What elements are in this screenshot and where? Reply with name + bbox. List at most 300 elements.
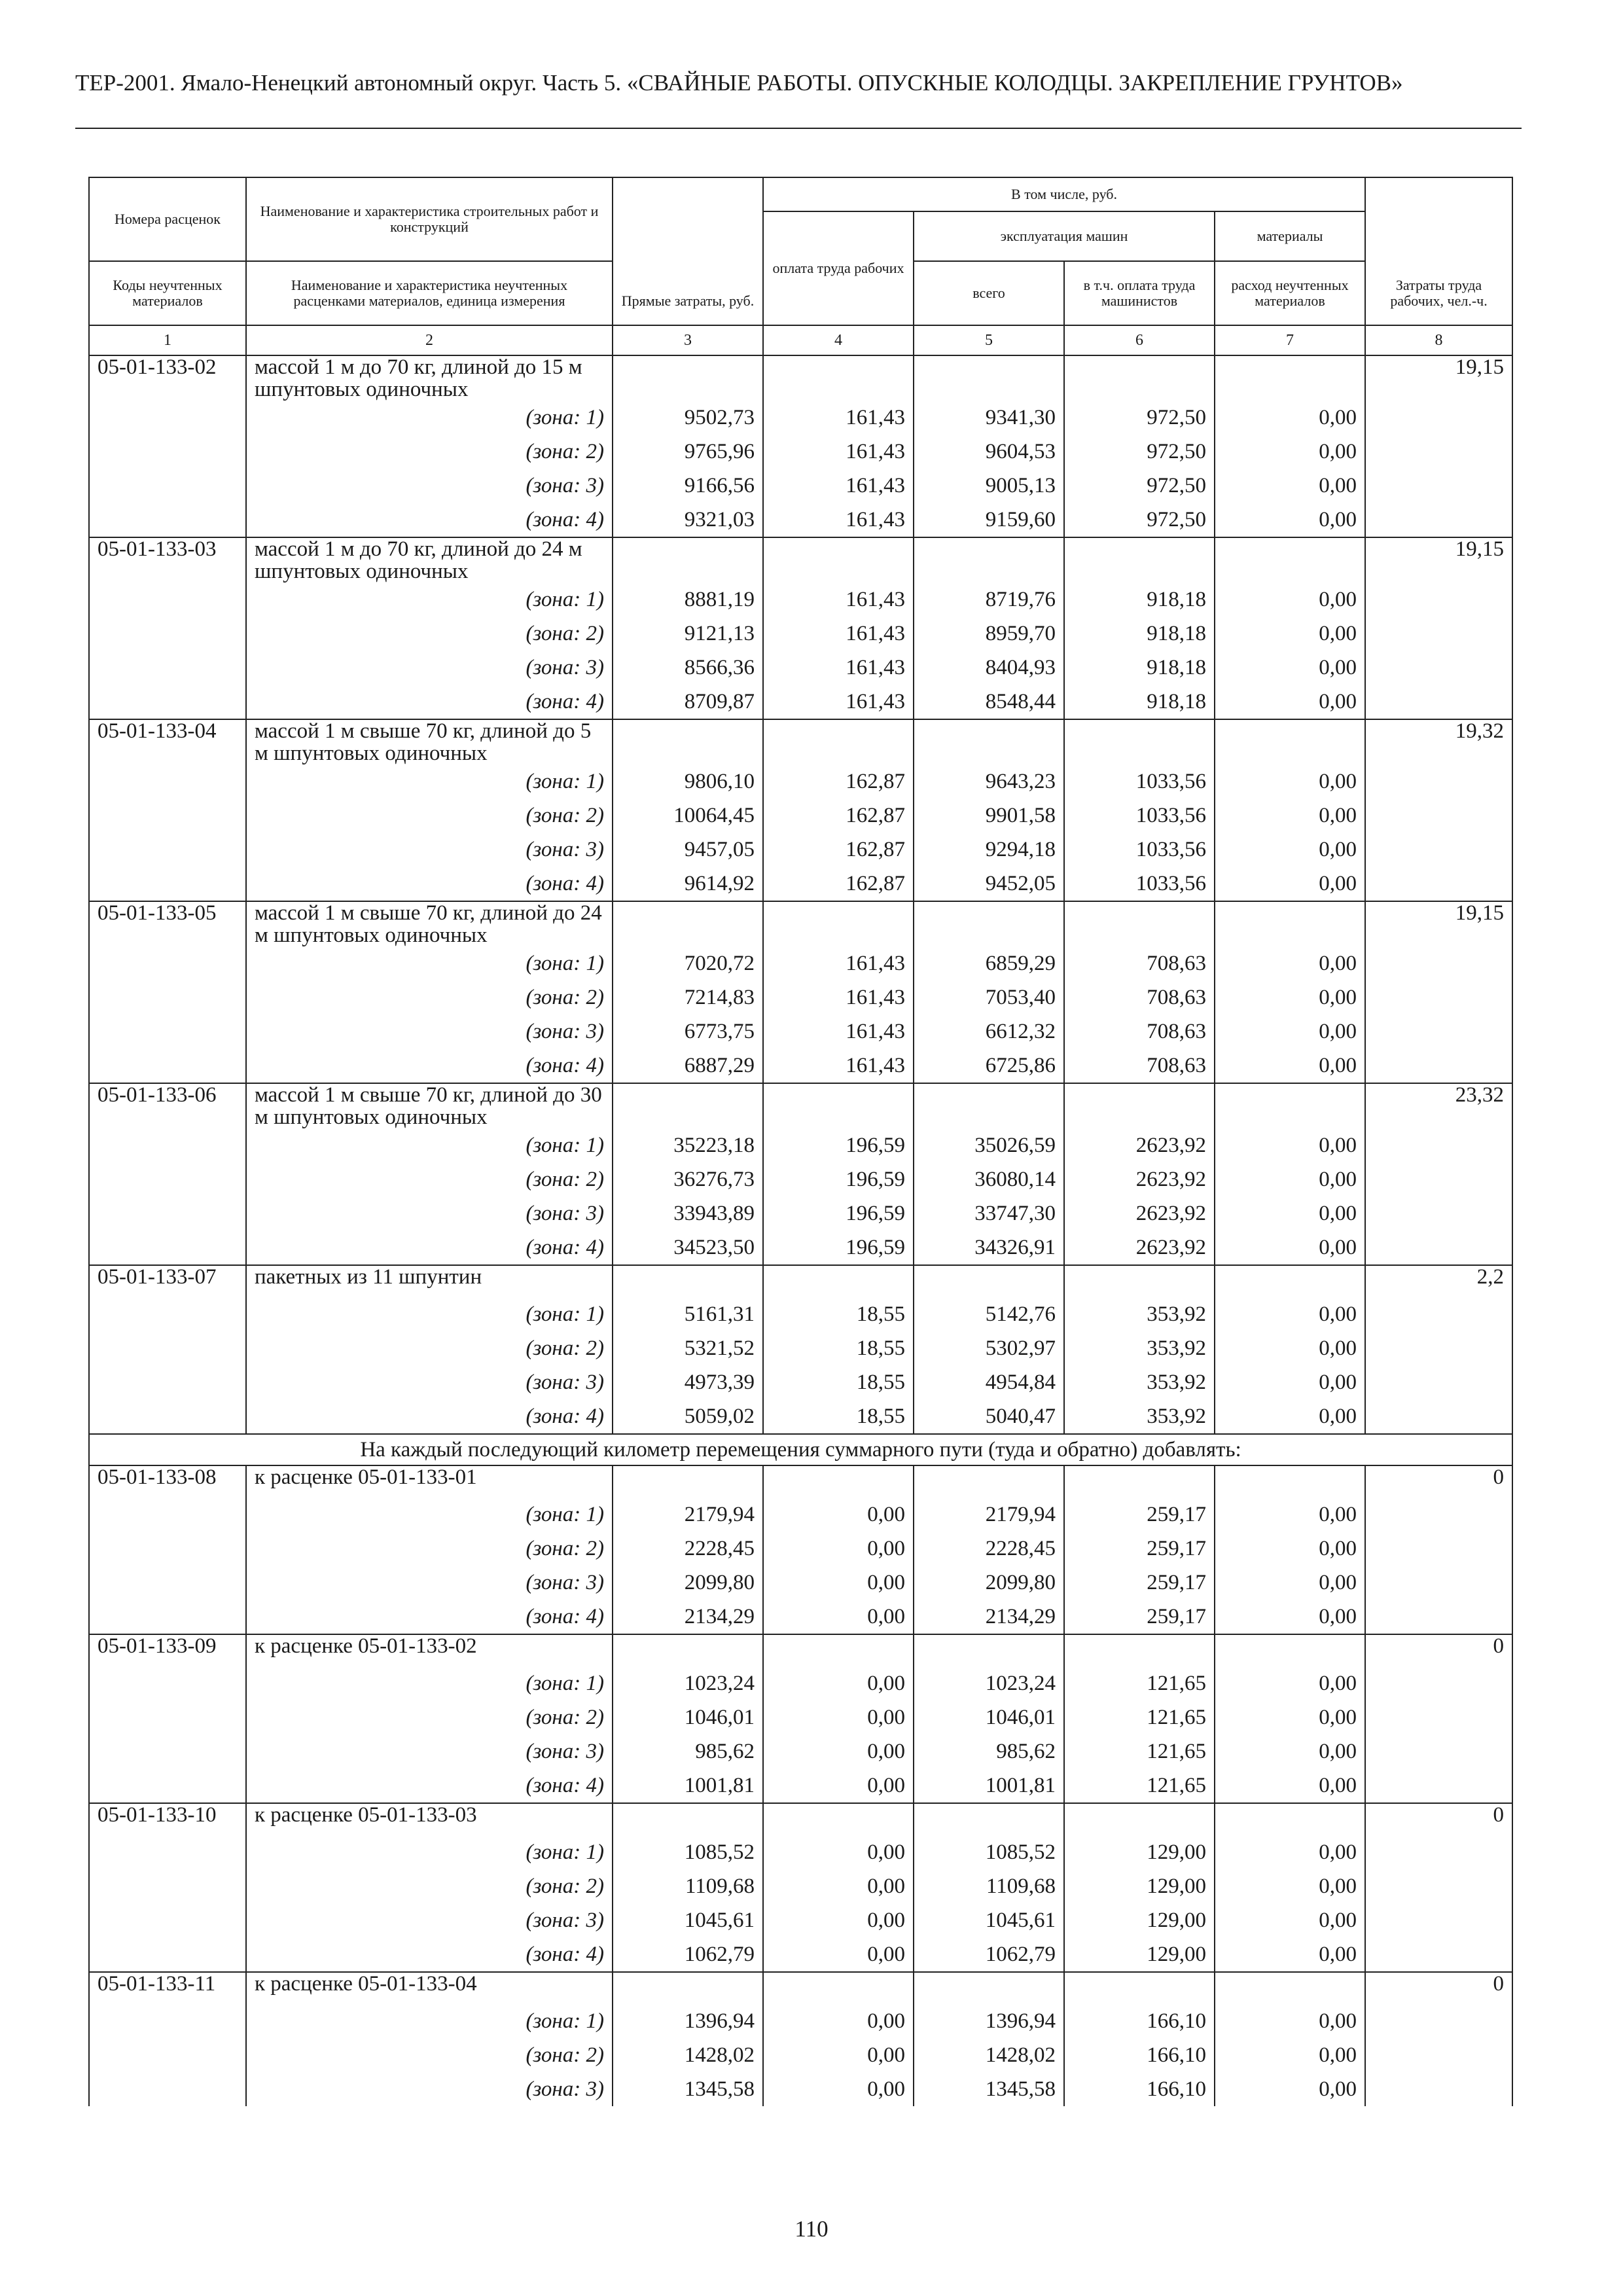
- empty-cell: [1064, 901, 1215, 946]
- empty-cell: [1064, 1465, 1215, 1498]
- zone-label: (зона: 3): [246, 469, 613, 503]
- empty-cell: [613, 1972, 763, 2004]
- empty-cell: [1215, 901, 1365, 946]
- labor-cost: 0: [1365, 1803, 1512, 1835]
- worker-wages: 0,00: [763, 1498, 914, 1532]
- machinist-wages: 1033,56: [1064, 833, 1215, 867]
- zone-row: [89, 980, 1512, 1014]
- machine-total: 4954,84: [914, 1365, 1064, 1399]
- machinist-wages: 259,17: [1064, 1498, 1215, 1532]
- worker-wages: 161,43: [763, 1014, 914, 1049]
- rate-code: 05-01-133-11: [89, 1972, 246, 2004]
- empty-cell: [89, 617, 246, 651]
- direct-cost: 7020,72: [613, 946, 763, 980]
- zone-label: (зона: 2): [246, 1331, 613, 1365]
- zone-label: (зона: 1): [246, 764, 613, 798]
- zone-label: (зона: 1): [246, 583, 613, 617]
- empty-cell: [914, 1265, 1064, 1297]
- empty-cell: [1365, 1869, 1512, 1903]
- page-number: 110: [794, 2216, 829, 2242]
- empty-cell: [763, 1265, 914, 1297]
- zone-label: (зона: 4): [246, 1937, 613, 1972]
- materials-cost: 0,00: [1215, 469, 1365, 503]
- empty-cell: [1365, 2072, 1512, 2106]
- worker-wages: 162,87: [763, 867, 914, 901]
- empty-cell: [89, 2038, 246, 2072]
- empty-cell: [914, 1803, 1064, 1835]
- zone-label: (зона: 3): [246, 1566, 613, 1600]
- rate-title-row: [89, 1465, 1512, 1498]
- empty-cell: [89, 2004, 246, 2038]
- direct-cost: 9614,92: [613, 867, 763, 901]
- rate-title-row: [89, 901, 1512, 946]
- empty-cell: [1365, 1331, 1512, 1365]
- zone-label: (зона: 3): [246, 1734, 613, 1768]
- direct-cost: 9806,10: [613, 764, 763, 798]
- direct-cost: 985,62: [613, 1734, 763, 1768]
- zone-label: (зона: 1): [246, 1128, 613, 1162]
- empty-cell: [1365, 1196, 1512, 1230]
- zone-label: (зона: 1): [246, 1835, 613, 1869]
- materials-cost: 0,00: [1215, 617, 1365, 651]
- machinist-wages: 121,65: [1064, 1666, 1215, 1700]
- empty-cell: [89, 798, 246, 833]
- worker-wages: 0,00: [763, 1768, 914, 1803]
- rate-code: 05-01-133-05: [89, 901, 246, 946]
- empty-cell: [1215, 719, 1365, 764]
- worker-wages: 161,43: [763, 1049, 914, 1083]
- machine-total: 1428,02: [914, 2038, 1064, 2072]
- zone-label: (зона: 1): [246, 2004, 613, 2038]
- direct-cost: 2179,94: [613, 1498, 763, 1532]
- machine-total: 1109,68: [914, 1869, 1064, 1903]
- zone-row: [89, 1869, 1512, 1903]
- rate-name: к расценке 05-01-133-02: [246, 1634, 613, 1666]
- machine-total: 1045,61: [914, 1903, 1064, 1937]
- machine-total: 6725,86: [914, 1049, 1064, 1083]
- zone-label: (зона: 2): [246, 617, 613, 651]
- empty-cell: [89, 1903, 246, 1937]
- worker-wages: 18,55: [763, 1297, 914, 1331]
- zone-row: [89, 833, 1512, 867]
- rate-name: к расценке 05-01-133-04: [246, 1972, 613, 2004]
- empty-cell: [1215, 1803, 1365, 1835]
- materials-cost: 0,00: [1215, 1297, 1365, 1331]
- rate-title-row: [89, 1265, 1512, 1297]
- worker-wages: 162,87: [763, 798, 914, 833]
- rate-title-row: [89, 1972, 1512, 2004]
- worker-wages: 196,59: [763, 1162, 914, 1196]
- direct-cost: 8881,19: [613, 583, 763, 617]
- column-number: 2: [246, 325, 613, 355]
- empty-cell: [763, 901, 914, 946]
- empty-cell: [89, 1297, 246, 1331]
- empty-cell: [1365, 1768, 1512, 1803]
- empty-cell: [613, 537, 763, 583]
- machinist-wages: 2623,92: [1064, 1162, 1215, 1196]
- worker-wages: 162,87: [763, 764, 914, 798]
- direct-cost: 7214,83: [613, 980, 763, 1014]
- header-including: В том числе, руб.: [763, 177, 1365, 211]
- direct-cost: 35223,18: [613, 1128, 763, 1162]
- empty-cell: [1365, 1566, 1512, 1600]
- machine-total: 6612,32: [914, 1014, 1064, 1049]
- column-number: 8: [1365, 325, 1512, 355]
- materials-cost: 0,00: [1215, 1869, 1365, 1903]
- header-unaccounted-materials: расход неучтенных материалов: [1215, 261, 1365, 325]
- empty-cell: [89, 764, 246, 798]
- empty-cell: [1365, 1162, 1512, 1196]
- machinist-wages: 166,10: [1064, 2004, 1215, 2038]
- empty-cell: [89, 1014, 246, 1049]
- empty-cell: [89, 980, 246, 1014]
- empty-cell: [1365, 1835, 1512, 1869]
- rate-code: 05-01-133-03: [89, 537, 246, 583]
- worker-wages: 196,59: [763, 1196, 914, 1230]
- zone-label: (зона: 3): [246, 1903, 613, 1937]
- empty-cell: [1365, 980, 1512, 1014]
- zone-label: (зона: 4): [246, 1768, 613, 1803]
- empty-cell: [1365, 1532, 1512, 1566]
- empty-cell: [914, 1634, 1064, 1666]
- machinist-wages: 353,92: [1064, 1331, 1215, 1365]
- zone-label: (зона: 2): [246, 1162, 613, 1196]
- labor-cost: 0: [1365, 1972, 1512, 2004]
- machine-total: 1001,81: [914, 1768, 1064, 1803]
- machine-total: 5142,76: [914, 1297, 1064, 1331]
- materials-cost: 0,00: [1215, 1532, 1365, 1566]
- empty-cell: [763, 1634, 914, 1666]
- zone-row: [89, 1196, 1512, 1230]
- zone-row: [89, 1768, 1512, 1803]
- machine-total: 9294,18: [914, 833, 1064, 867]
- table-body: [89, 325, 1512, 2106]
- materials-cost: 0,00: [1215, 1903, 1365, 1937]
- machinist-wages: 918,18: [1064, 583, 1215, 617]
- machine-total: 1023,24: [914, 1666, 1064, 1700]
- zone-row: [89, 1365, 1512, 1399]
- machinist-wages: 972,50: [1064, 435, 1215, 469]
- machine-total: 1345,58: [914, 2072, 1064, 2106]
- machinist-wages: 259,17: [1064, 1600, 1215, 1634]
- header-rate-numbers: Номера расценок: [89, 177, 246, 261]
- column-number: 6: [1064, 325, 1215, 355]
- direct-cost: 9502,73: [613, 401, 763, 435]
- materials-cost: 0,00: [1215, 946, 1365, 980]
- empty-cell: [1365, 867, 1512, 901]
- empty-cell: [1215, 1972, 1365, 2004]
- zone-row: [89, 798, 1512, 833]
- worker-wages: 0,00: [763, 1532, 914, 1566]
- machinist-wages: 166,10: [1064, 2072, 1215, 2106]
- empty-cell: [1064, 1803, 1215, 1835]
- machinist-wages: 2623,92: [1064, 1128, 1215, 1162]
- empty-cell: [613, 1083, 763, 1128]
- machine-total: 5040,47: [914, 1399, 1064, 1434]
- machinist-wages: 353,92: [1064, 1365, 1215, 1399]
- materials-cost: 0,00: [1215, 2004, 1365, 2038]
- header-material-name: Наименование и характеристика неучтенных расценками материалов, единица измерения: [246, 261, 613, 325]
- labor-cost: 19,15: [1365, 355, 1512, 401]
- rate-code: 05-01-133-04: [89, 719, 246, 764]
- direct-cost: 1045,61: [613, 1903, 763, 1937]
- empty-cell: [89, 1937, 246, 1972]
- empty-cell: [1064, 1972, 1215, 2004]
- worker-wages: 0,00: [763, 1700, 914, 1734]
- empty-cell: [613, 1465, 763, 1498]
- machinist-wages: 972,50: [1064, 401, 1215, 435]
- machinist-wages: 708,63: [1064, 1049, 1215, 1083]
- zone-row: [89, 503, 1512, 537]
- direct-cost: 9166,56: [613, 469, 763, 503]
- materials-cost: 0,00: [1215, 435, 1365, 469]
- empty-cell: [89, 1734, 246, 1768]
- materials-cost: 0,00: [1215, 1700, 1365, 1734]
- machinist-wages: 708,63: [1064, 980, 1215, 1014]
- zone-label: (зона: 1): [246, 1666, 613, 1700]
- machine-total: 35026,59: [914, 1128, 1064, 1162]
- zone-label: (зона: 3): [246, 2072, 613, 2106]
- empty-cell: [914, 1465, 1064, 1498]
- zone-row: [89, 1666, 1512, 1700]
- materials-cost: 0,00: [1215, 798, 1365, 833]
- zone-row: [89, 946, 1512, 980]
- labor-cost: 0: [1365, 1634, 1512, 1666]
- empty-cell: [914, 537, 1064, 583]
- direct-cost: 5321,52: [613, 1331, 763, 1365]
- materials-cost: 0,00: [1215, 1196, 1365, 1230]
- worker-wages: 162,87: [763, 833, 914, 867]
- zone-row: [89, 1937, 1512, 1972]
- machinist-wages: 129,00: [1064, 1903, 1215, 1937]
- rate-name: к расценке 05-01-133-03: [246, 1803, 613, 1835]
- empty-cell: [1365, 833, 1512, 867]
- empty-cell: [89, 1049, 246, 1083]
- materials-cost: 0,00: [1215, 1600, 1365, 1634]
- empty-cell: [1365, 1230, 1512, 1265]
- rate-title-row: [89, 1803, 1512, 1835]
- zone-row: [89, 583, 1512, 617]
- empty-cell: [89, 685, 246, 719]
- materials-cost: 0,00: [1215, 1399, 1365, 1434]
- empty-cell: [1064, 537, 1215, 583]
- zone-row: [89, 1162, 1512, 1196]
- zone-row: [89, 1399, 1512, 1434]
- zone-label: (зона: 3): [246, 833, 613, 867]
- empty-cell: [89, 583, 246, 617]
- worker-wages: 161,43: [763, 583, 914, 617]
- machine-total: 34326,91: [914, 1230, 1064, 1265]
- direct-cost: 5161,31: [613, 1297, 763, 1331]
- worker-wages: 0,00: [763, 1566, 914, 1600]
- header-rule: [75, 128, 1522, 129]
- machinist-wages: 1033,56: [1064, 798, 1215, 833]
- column-number-row: [89, 325, 1512, 355]
- rate-title-row: [89, 1083, 1512, 1128]
- machine-total: 5302,97: [914, 1331, 1064, 1365]
- zone-label: (зона: 2): [246, 798, 613, 833]
- direct-cost: 5059,02: [613, 1399, 763, 1434]
- worker-wages: 0,00: [763, 1869, 914, 1903]
- materials-cost: 0,00: [1215, 583, 1365, 617]
- direct-cost: 9765,96: [613, 435, 763, 469]
- machinist-wages: 129,00: [1064, 1835, 1215, 1869]
- empty-cell: [1365, 617, 1512, 651]
- worker-wages: 161,43: [763, 503, 914, 537]
- direct-cost: 1085,52: [613, 1835, 763, 1869]
- machine-total: 2099,80: [914, 1566, 1064, 1600]
- labor-cost: 0: [1365, 1465, 1512, 1498]
- materials-cost: 0,00: [1215, 1230, 1365, 1265]
- header-machinist-wages: в т.ч. оплата труда машинистов: [1064, 261, 1215, 325]
- worker-wages: 161,43: [763, 435, 914, 469]
- zone-row: [89, 1600, 1512, 1634]
- machine-total: 2134,29: [914, 1600, 1064, 1634]
- empty-cell: [89, 1768, 246, 1803]
- empty-cell: [1215, 1265, 1365, 1297]
- zone-label: (зона: 4): [246, 1230, 613, 1265]
- empty-cell: [1365, 1498, 1512, 1532]
- empty-cell: [613, 719, 763, 764]
- machinist-wages: 2623,92: [1064, 1196, 1215, 1230]
- worker-wages: 0,00: [763, 1903, 914, 1937]
- zone-label: (зона: 3): [246, 1014, 613, 1049]
- empty-cell: [89, 946, 246, 980]
- machine-total: 9341,30: [914, 401, 1064, 435]
- worker-wages: 0,00: [763, 1835, 914, 1869]
- rate-name: массой 1 м до 70 кг, длиной до 15 м шпунтовых одиночных: [246, 355, 613, 401]
- empty-cell: [89, 867, 246, 901]
- zone-row: [89, 1734, 1512, 1768]
- machinist-wages: 1033,56: [1064, 867, 1215, 901]
- zone-row: [89, 2038, 1512, 2072]
- empty-cell: [89, 503, 246, 537]
- empty-cell: [613, 1634, 763, 1666]
- empty-cell: [1365, 1365, 1512, 1399]
- empty-cell: [1365, 1600, 1512, 1634]
- empty-cell: [1365, 1734, 1512, 1768]
- header-worker-wages: оплата труда рабочих: [763, 211, 914, 325]
- direct-cost: 1396,94: [613, 2004, 763, 2038]
- zone-label: (зона: 1): [246, 1498, 613, 1532]
- header-total: всего: [914, 261, 1064, 325]
- table-header: [89, 177, 1512, 325]
- materials-cost: 0,00: [1215, 2038, 1365, 2072]
- rate-title-row: [89, 1634, 1512, 1666]
- zone-label: (зона: 2): [246, 1700, 613, 1734]
- materials-cost: 0,00: [1215, 1331, 1365, 1365]
- empty-cell: [89, 1196, 246, 1230]
- materials-cost: 0,00: [1215, 1014, 1365, 1049]
- zone-row: [89, 1230, 1512, 1265]
- empty-cell: [89, 1399, 246, 1434]
- direct-cost: 33943,89: [613, 1196, 763, 1230]
- materials-cost: 0,00: [1215, 651, 1365, 685]
- direct-cost: 4973,39: [613, 1365, 763, 1399]
- empty-cell: [89, 1666, 246, 1700]
- empty-cell: [613, 355, 763, 401]
- zone-row: [89, 2004, 1512, 2038]
- zone-label: (зона: 3): [246, 651, 613, 685]
- empty-cell: [613, 901, 763, 946]
- machinist-wages: 1033,56: [1064, 764, 1215, 798]
- section-title: На каждый последующий километр перемещения суммарного пути (туда и обратно) добавлять:: [89, 1434, 1512, 1465]
- zone-label: (зона: 4): [246, 867, 613, 901]
- empty-cell: [1365, 503, 1512, 537]
- direct-cost: 2134,29: [613, 1600, 763, 1634]
- empty-cell: [1365, 1049, 1512, 1083]
- materials-cost: 0,00: [1215, 1835, 1365, 1869]
- rate-title-row: [89, 355, 1512, 401]
- worker-wages: 0,00: [763, 1937, 914, 1972]
- machine-total: 9005,13: [914, 469, 1064, 503]
- zone-row: [89, 1297, 1512, 1331]
- empty-cell: [89, 833, 246, 867]
- machine-total: 8548,44: [914, 685, 1064, 719]
- empty-cell: [89, 1532, 246, 1566]
- empty-cell: [89, 1869, 246, 1903]
- zone-label: (зона: 3): [246, 1196, 613, 1230]
- worker-wages: 0,00: [763, 1600, 914, 1634]
- empty-cell: [1064, 1083, 1215, 1128]
- worker-wages: 0,00: [763, 1734, 914, 1768]
- header-materials: материалы: [1215, 211, 1365, 261]
- empty-cell: [89, 1365, 246, 1399]
- direct-cost: 1345,58: [613, 2072, 763, 2106]
- machinist-wages: 121,65: [1064, 1734, 1215, 1768]
- zone-row: [89, 1331, 1512, 1365]
- empty-cell: [89, 435, 246, 469]
- zone-label: (зона: 4): [246, 503, 613, 537]
- section-row: [89, 1434, 1512, 1465]
- zone-label: (зона: 4): [246, 685, 613, 719]
- materials-cost: 0,00: [1215, 833, 1365, 867]
- empty-cell: [613, 1265, 763, 1297]
- machine-total: 9452,05: [914, 867, 1064, 901]
- header-machine-operation: эксплуатация машин: [914, 211, 1215, 261]
- empty-cell: [1215, 1634, 1365, 1666]
- rate-code: 05-01-133-06: [89, 1083, 246, 1128]
- zone-row: [89, 2072, 1512, 2106]
- direct-cost: 1428,02: [613, 2038, 763, 2072]
- worker-wages: 0,00: [763, 2072, 914, 2106]
- header-labor-costs: Затраты труда рабочих, чел.-ч.: [1365, 177, 1512, 325]
- zone-label: (зона: 1): [246, 946, 613, 980]
- direct-cost: 34523,50: [613, 1230, 763, 1265]
- labor-cost: 19,15: [1365, 901, 1512, 946]
- zone-label: (зона: 2): [246, 1532, 613, 1566]
- empty-cell: [1064, 355, 1215, 401]
- worker-wages: 161,43: [763, 469, 914, 503]
- machinist-wages: 918,18: [1064, 651, 1215, 685]
- header-material-codes: Коды неучтенных материалов: [89, 261, 246, 325]
- empty-cell: [914, 1083, 1064, 1128]
- machinist-wages: 2623,92: [1064, 1230, 1215, 1265]
- rate-name: массой 1 м свыше 70 кг, длиной до 24 м шпунтовых одиночных: [246, 901, 613, 946]
- machine-total: 1085,52: [914, 1835, 1064, 1869]
- machinist-wages: 972,50: [1064, 503, 1215, 537]
- zone-row: [89, 1128, 1512, 1162]
- worker-wages: 196,59: [763, 1230, 914, 1265]
- direct-cost: 1023,24: [613, 1666, 763, 1700]
- empty-cell: [1064, 1265, 1215, 1297]
- materials-cost: 0,00: [1215, 685, 1365, 719]
- rate-name: пакетных из 11 шпунтин: [246, 1265, 613, 1297]
- rate-name: массой 1 м до 70 кг, длиной до 24 м шпунтовых одиночных: [246, 537, 613, 583]
- empty-cell: [763, 719, 914, 764]
- zone-label: (зона: 3): [246, 1365, 613, 1399]
- machine-total: 2179,94: [914, 1498, 1064, 1532]
